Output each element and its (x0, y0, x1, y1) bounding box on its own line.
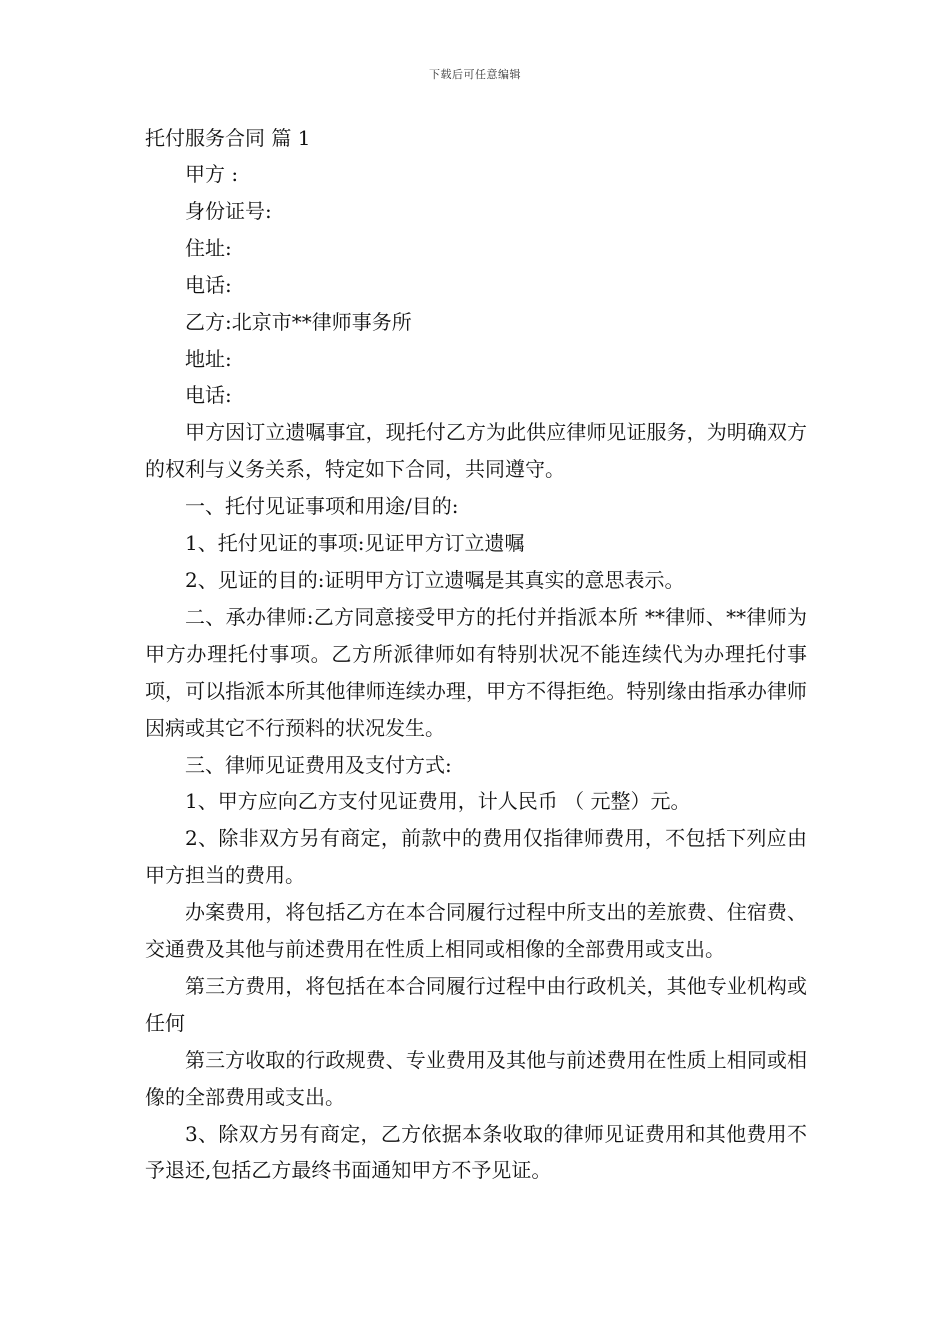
section-1-item-1: 1、托付见证的事项:见证甲方订立遗嘱 (185, 531, 525, 556)
case-expenses-paragraph: 办案费用，将包括乙方在本合同履行过程中所支出的差旅费、住宿费、交通费及其他与前述费用在性质上相同或相像的全部费用或支出。 (145, 900, 807, 962)
section-3-item-1: 1、甲方应向乙方支付见证费用，计人民币 （ 元整）元。 (185, 789, 691, 814)
party-b-address: 地址: (185, 346, 232, 371)
contract-preamble: 甲方因订立遗嘱事宜，现托付乙方为此供应律师见证服务，为明确双方的权利与义务关系，特定如下合同，共同遵守。 (145, 420, 807, 482)
section-1-item-2: 2、见证的目的:证明甲方订立遗嘱是其真实的意思表示。 (185, 567, 685, 592)
page-header-note: 下载后可任意编辑 (429, 68, 521, 81)
party-a-phone: 电话: (185, 272, 232, 297)
section-3-item-3: 3、除双方另有商定，乙方依据本条收取的律师见证费用和其他费用不予退还,包括乙方最终书面通知甲方不予见证。 (145, 1121, 807, 1183)
third-party-fees-paragraph: 第三方费用，将包括在本合同履行过程中由行政机关，其他专业机构或任何 (145, 973, 807, 1035)
third-party-fees-continued: 第三方收取的行政规费、专业费用及其他与前述费用在性质上相同或相像的全部费用或支出。 (145, 1047, 807, 1109)
party-b-label: 乙方:北京市**律师事务所 (185, 309, 412, 334)
section-2-paragraph: 二、承办律师:乙方同意接受甲方的托付并指派本所 **律师、**律师为甲方办理托付事项。乙方所派律师如有特别状况不能连续代为办理托付事项，可以指派本所其他律师连续办理，甲方不得拒绝。特别缘由指承办律师因病或其它不行预料的状况发生。 (145, 604, 807, 740)
party-a-label: 甲方 : (185, 162, 239, 186)
document-title: 托付服务合同 篇 1 (145, 126, 311, 150)
party-a-id-number: 身份证号: (185, 198, 272, 223)
section-3-item-2: 2、除非双方另有商定，前款中的费用仅指律师费用，不包括下列应由甲方担当的费用。 (145, 826, 807, 888)
section-3-heading: 三、律师见证费用及支付方式: (185, 752, 452, 777)
document-body (145, 120, 807, 1189)
section-1-heading: 一、托付见证事项和用途/目的: (185, 494, 459, 519)
party-a-address: 住址: (185, 235, 232, 260)
party-b-phone: 电话: (185, 383, 232, 408)
